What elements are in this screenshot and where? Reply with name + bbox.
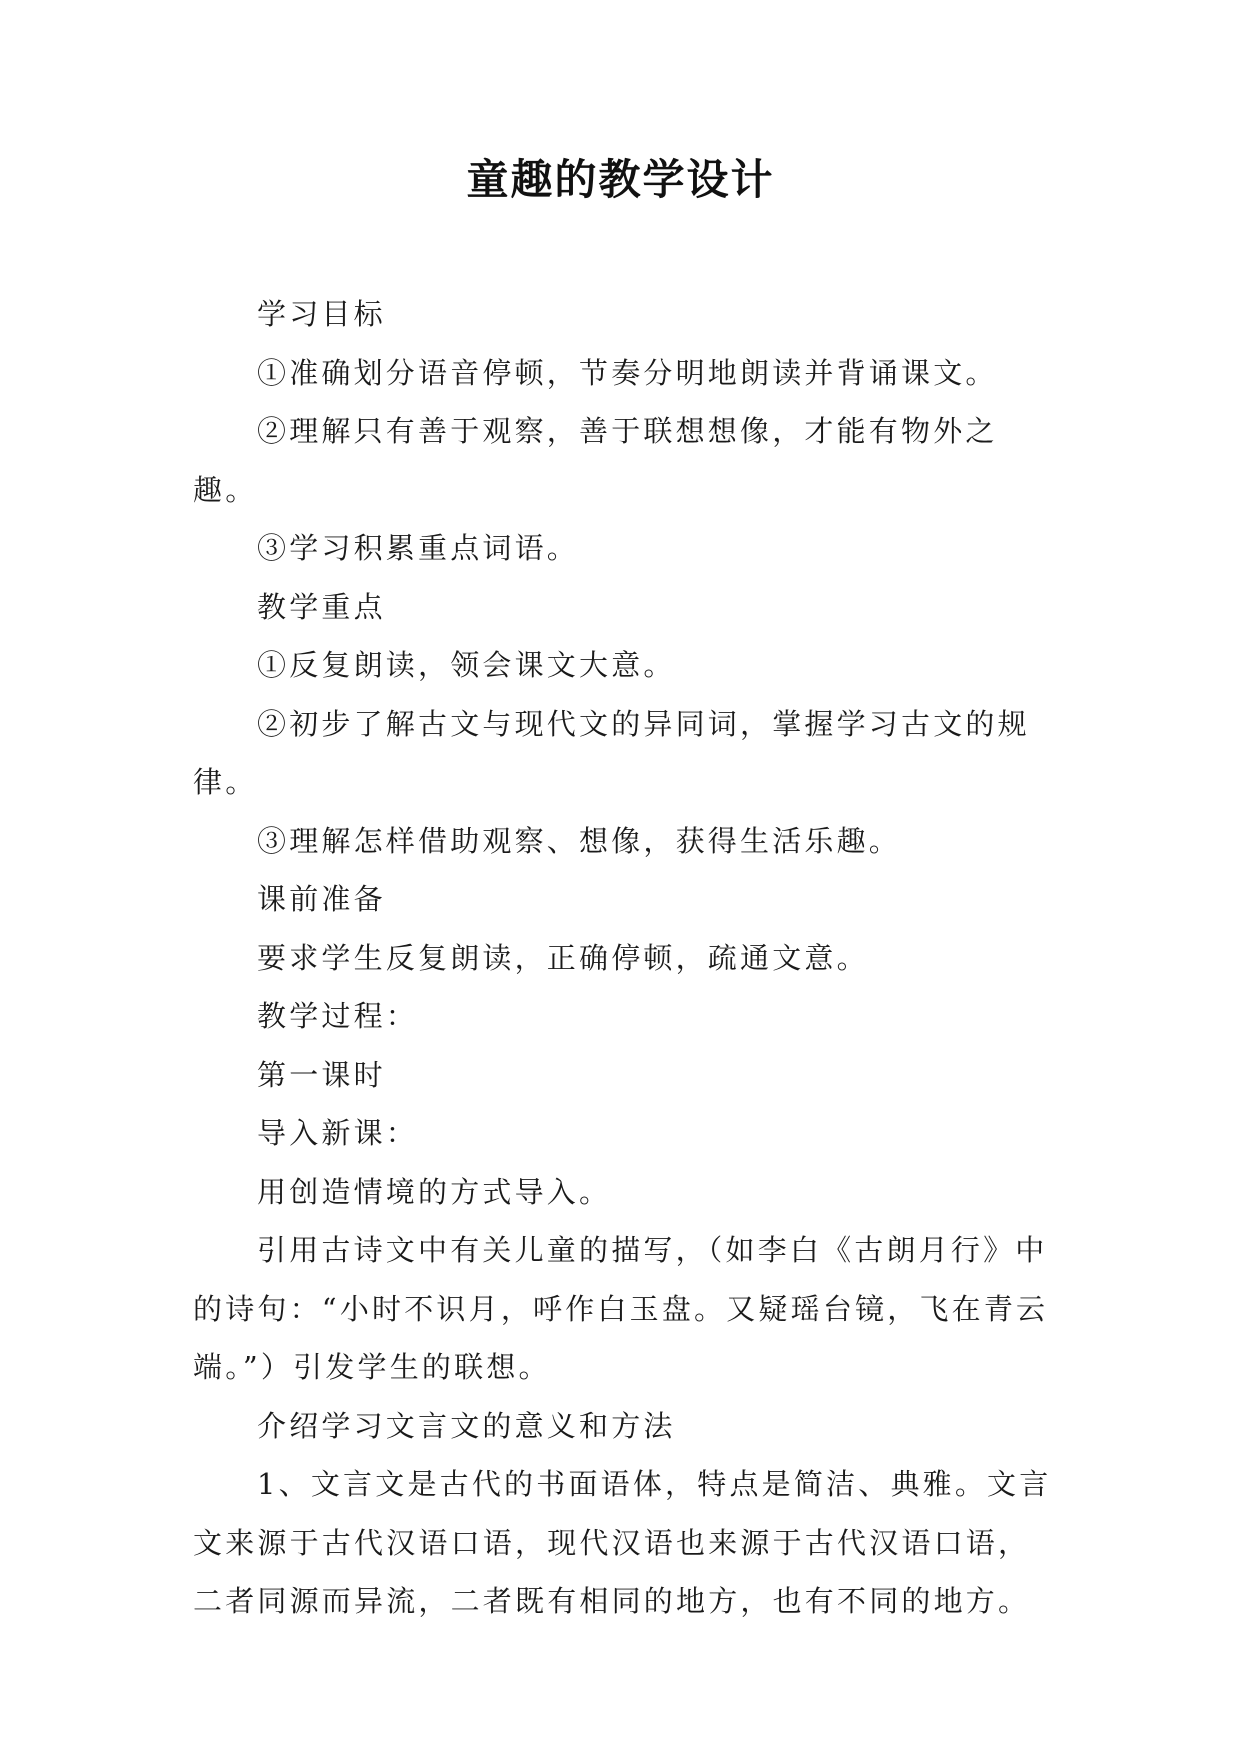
document-title: 童趣的教学设计 <box>466 155 775 204</box>
paragraph: ①反复朗读，领会课文大意。 <box>257 648 676 682</box>
paragraph: 介绍学习文言文的意义和方法 <box>257 1408 676 1443</box>
paragraph: 用创造情境的方式导入。 <box>257 1174 612 1209</box>
paragraph: 导入新课： <box>257 1116 419 1150</box>
paragraph: ②初步了解古文与现代文的异同词，掌握学习古文的规律。 <box>193 706 1030 799</box>
paragraph: 第一课时 <box>257 1057 386 1092</box>
section-heading-learning-goals: 学习目标 <box>257 297 386 331</box>
section-heading-preparation: 课前准备 <box>257 882 386 916</box>
paragraph: 引用古诗文中有关儿童的描写，（如李白《古朗月行》中的诗句：“小时不识月，呼作白玉盘。又疑瑶台镜，飞在青云端。”）引发学生的联想。 <box>193 1233 1049 1384</box>
paragraph: ①准确划分语音停顿，节奏分明地朗读并背诵课文。 <box>257 355 998 390</box>
paragraph: ③学习积累重点词语。 <box>257 531 580 565</box>
paragraph: 要求学生反复朗读，正确停顿，疏通文意。 <box>257 940 869 975</box>
section-heading-process: 教学过程： <box>257 999 419 1033</box>
document-body <box>193 285 1055 1631</box>
section-heading-key-points: 教学重点 <box>257 589 386 624</box>
paragraph: ③理解怎样借助观察、想像，获得生活乐趣。 <box>257 823 902 858</box>
paragraph: 1、文言文是古代的书面语体，特点是简洁、典雅。文言文来源于古代汉语口语，现代汉语也来源于古代汉语口语，二者同源而异流，二者既有相同的地方，也有不同的地方。 <box>193 1467 1052 1618</box>
paragraph: ②理解只有善于观察，善于联想想像，才能有物外之趣。 <box>193 414 998 507</box>
